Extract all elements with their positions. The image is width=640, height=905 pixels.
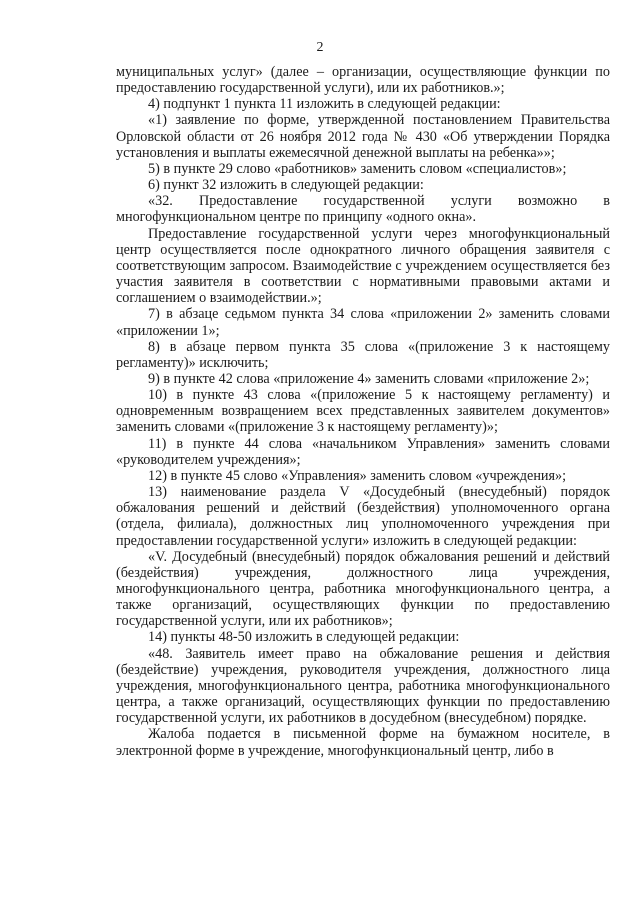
paragraph: 11) в пункте 44 слова «начальником Управления» заменить словами «руководителем учреждения»; bbox=[116, 435, 610, 468]
page-number: 2 bbox=[316, 40, 324, 55]
paragraph: 4) подпункт 1 пункта 11 изложить в следующей редакции: bbox=[148, 96, 501, 113]
paragraph: «V. Досудебный (внесудебный) порядок обжалования решений и действий (бездействия) учреждения, должностного лица учреждения, многофункционального центра, работника многофункционального центра, а также организаций, осуществляющих функции по предоставлению государственной услуги, или их работников»; bbox=[116, 548, 610, 630]
paragraph: 6) пункт 32 изложить в следующей редакции: bbox=[148, 177, 424, 194]
paragraph: 8) в абзаце первом пункта 35 слова «(приложение 3 к настоящему регламенту)» исключить; bbox=[116, 338, 610, 371]
paragraph: «32. Предоставление государственной услуги возможно в многофункциональном центре по принципу «одного окна». bbox=[116, 193, 610, 226]
document-body bbox=[116, 64, 610, 759]
paragraph: муниципальных услуг» (далее – организации, осуществляющие функции по предоставлению государственной услуги), или их работников.»; bbox=[116, 64, 610, 97]
paragraph: 9) в пункте 42 слова «приложение 4» заменить словами «приложение 2»; bbox=[148, 370, 590, 387]
paragraph: 7) в абзаце седьмом пункта 34 слова «приложении 2» заменить словами «приложении 1»; bbox=[116, 306, 610, 339]
paragraph: 14) пункты 48-50 изложить в следующей редакции: bbox=[148, 629, 460, 646]
paragraph: 5) в пункте 29 слово «работников» заменить словом «специалистов»; bbox=[148, 160, 567, 177]
paragraph: Жалоба подается в письменной форме на бумажном носителе, в электронной форме в учреждение, многофункциональный центр, либо в bbox=[116, 726, 610, 759]
paragraph: 10) в пункте 43 слова «(приложение 5 к настоящему регламенту) и одновременным возвращением всех представленных заявителем документов» заменить словами «(приложение 3 к настоящему регламенту)»; bbox=[116, 387, 610, 436]
paragraph: «1) заявление по форме, утвержденной постановлением Правительства Орловской области от 26 ноября 2012 года № 430 «Об утверждении Порядка установления и выплаты ежемесячной денежной выплаты на ребенка»»; bbox=[116, 112, 610, 161]
paragraph: 13) наименование раздела V «Досудебный (внесудебный) порядок обжалования решений и действий (бездействия) уполномоченного органа (отдела, филиала), должностных лиц уполномоченного учреждения при предоставлении государственной услуги» изложить в следующей редакции: bbox=[116, 484, 610, 549]
paragraph: Предоставление государственной услуги через многофункциональный центр осуществляется после однократного личного обращения заявителя с соответствующим запросом. Взаимодействие с учреждением осуществляется без участия заявителя в соответствии с нормативными правовыми актами и соглашением о взаимодействии.»; bbox=[116, 225, 610, 307]
paragraph: «48. Заявитель имеет право на обжалование решения и действия (бездействие) учреждения, руководителя учреждения, должностного лица учреждения, многофункционального центра, работника многофункционального центра, а также организаций, осуществляющих функции по предоставлению государственной услуги, их работников в досудебном (внесудебном) порядке. bbox=[116, 645, 610, 727]
paragraph: 12) в пункте 45 слово «Управления» заменить словом «учреждения»; bbox=[148, 467, 567, 484]
